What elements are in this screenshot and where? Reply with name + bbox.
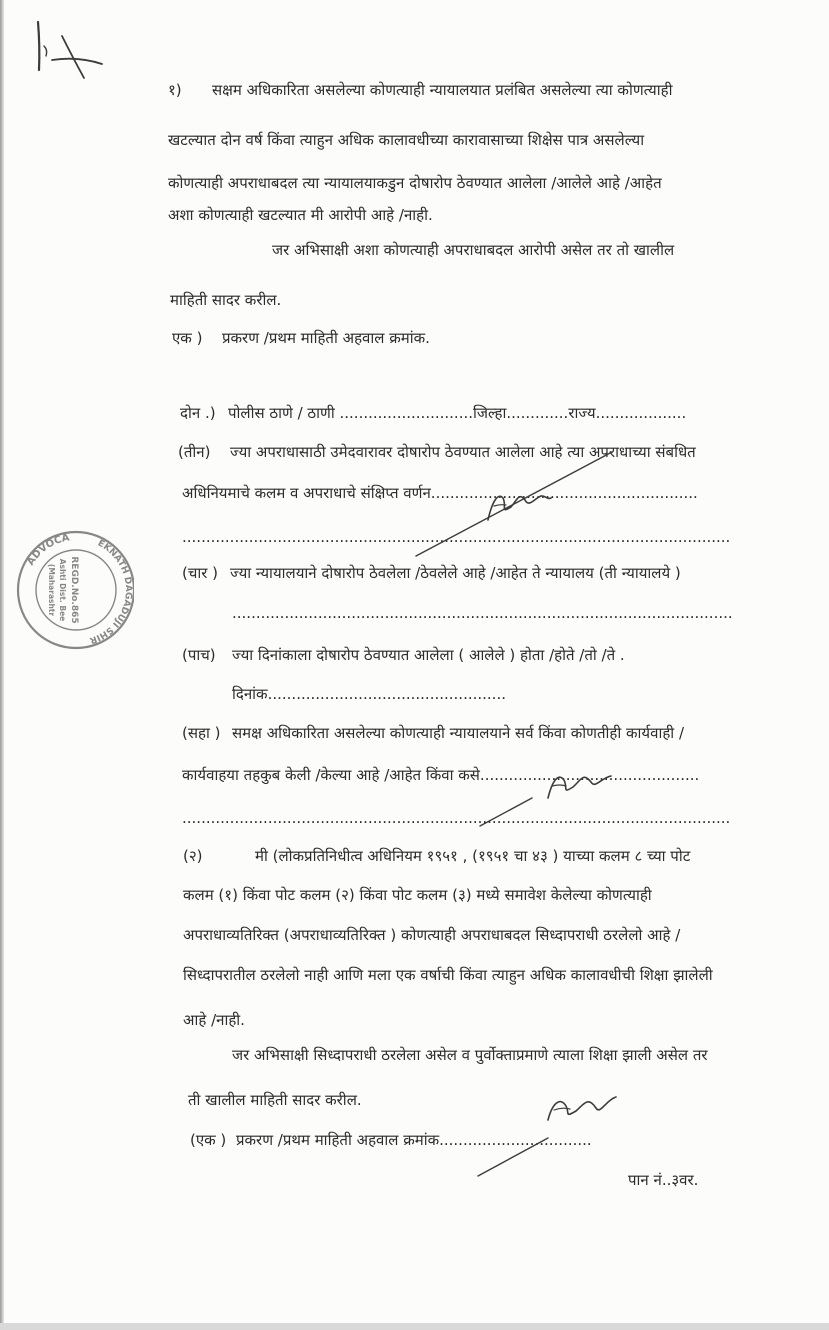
item-five-label: (पाच) bbox=[182, 646, 216, 664]
item-two-text: पोलीस ठाणे / ठाणी ............................जिल्हा.............राज्य................... bbox=[228, 404, 687, 422]
clause-2-number: (२) bbox=[183, 847, 203, 865]
item-six-text: समक्ष अधिकारिता असलेल्या कोणत्याही न्यायालयाने सर्व किंवा कोणतीही कार्यवाही / bbox=[232, 724, 685, 742]
scan-bottom-edge bbox=[0, 1323, 829, 1330]
clause-2-note-line-1: जर अभिसाक्षी सिध्दापराधी ठरलेला असेल व पुर्वोक्ताप्रमाणे त्याला शिक्षा झाली असेल तर bbox=[232, 1046, 708, 1064]
clause-1-line-1: सक्षम अधिकारिता असलेल्या कोणत्याही न्यायालयात प्रलंबित असलेल्या त्या कोणत्याही bbox=[212, 81, 673, 99]
clause-1-note-line-1: जर अभिसाक्षी अशा कोणत्याही अपराधाबदल आरोपी असेल तर तो खालील bbox=[272, 241, 675, 259]
item-four-text: ज्या न्यायालयाने दोषारोप ठेवलेला /ठेवलेले आहे /आहेत ते न्यायालय (ती न्यायालये ) bbox=[230, 564, 681, 582]
stamp-ring-side-text: EKNATH DAGADUJI SHIR bbox=[88, 538, 134, 645]
corner-mark bbox=[38, 22, 102, 78]
item-six-blank-line: ................................................................................................................... bbox=[182, 809, 731, 827]
clause-2-item-one-text: प्रकरण /प्रथम माहिती अहवाल क्रमांक................................ bbox=[236, 1131, 592, 1149]
item-five-text: ज्या दिनांकाला दोषारोप ठेवण्यात आलेला ( आलेले ) होता /होते /तो /ते . bbox=[232, 646, 625, 664]
scan-page-edge bbox=[0, 0, 4, 1330]
stamp-registration: REGD.No.865 bbox=[69, 556, 79, 624]
item-three-blank-line: ................................................................................................................... bbox=[182, 528, 731, 546]
clause-1-note-line-2: माहिती सादर करील. bbox=[170, 291, 282, 309]
advocate-stamp bbox=[14, 510, 134, 670]
item-three-label: (तीन) bbox=[178, 443, 211, 461]
clause-2-line-3: अपराधाव्यतिरिक्त (अपराधाव्यतिरिक्त ) कोणत्याही अपराधाबदल सिध्दापराधी ठरलेलो आहे / bbox=[183, 926, 681, 944]
clause-1-line-3: कोणत्याही अपराधाबदल त्या न्यायालयाकडुन दोषारोप ठेवण्यात आलेला /आलेले आहे /आहेत bbox=[168, 174, 662, 192]
item-two-label: दोन .) bbox=[180, 404, 216, 422]
stamp-ring-top-text: ADVOCA bbox=[25, 532, 71, 568]
clause-2-line-5: आहे /नाही. bbox=[183, 1011, 245, 1029]
item-six-continuation: कार्यवाहया तहकुब केली /केल्या आहे /आहेत किंवा कसे.............................................. bbox=[182, 766, 700, 784]
item-three-text: ज्या अपराधासाठी उमेदवारावर दोषारोप ठेवण्यात आलेला आहे त्या अपराधाच्या संबधित bbox=[230, 443, 696, 461]
clause-2-line-2: कलम (१) किंवा पोट कलम (२) किंवा पोट कलम (३) मध्ये समावेश केलेल्या कोणत्याही bbox=[183, 886, 652, 904]
clause-1-line-4: अशा कोणत्याही खटल्यात मी आरोपी आहे /नाही. bbox=[168, 206, 433, 224]
item-six-label: (सहा ) bbox=[182, 724, 221, 742]
page-continuation-note: पान नं..३वर. bbox=[628, 1171, 699, 1189]
stamp-place: Ashti Dist. Bee bbox=[58, 558, 67, 622]
clause-1-line-2: खटल्यात दोन वर्ष किंवा त्याहुन अधिक कालावधीच्या कारावासाच्या शिक्षेस पात्र असलेल्या bbox=[168, 131, 645, 149]
item-one-label: एक ) bbox=[172, 329, 203, 347]
clause-2-line-1: मी (लोकप्रतिनिधीत्व अधिनियम १९५१ , (१९५१ चा ४३ ) याच्या कलम ८ च्या पोट bbox=[255, 847, 691, 865]
clause-2-line-4: सिध्दापरातील ठरलेलो नाही आणि मला एक वर्षाची किंवा त्याहुन अधिक कालावधीची शिक्षा झालेली bbox=[183, 966, 713, 984]
clause-1-number: १) bbox=[168, 81, 182, 99]
stamp-state: (Maharashtr bbox=[47, 563, 56, 617]
item-five-date-field: दिनांक.................................................. bbox=[232, 685, 506, 703]
item-four-blank-line: ......................................................................................................... bbox=[232, 604, 733, 622]
item-one-text: प्रकरण /प्रथम माहिती अहवाल क्रमांक. bbox=[222, 329, 430, 347]
clause-2-note-line-2: ती खालील माहिती सादर करील. bbox=[188, 1091, 362, 1109]
clause-2-item-one-label: (एक ) bbox=[190, 1131, 227, 1149]
item-three-continuation: अधिनियमाचे कलम व अपराधाचे संक्षिप्त वर्णन........................................................ bbox=[182, 484, 698, 502]
item-four-label: (चार ) bbox=[182, 564, 219, 582]
